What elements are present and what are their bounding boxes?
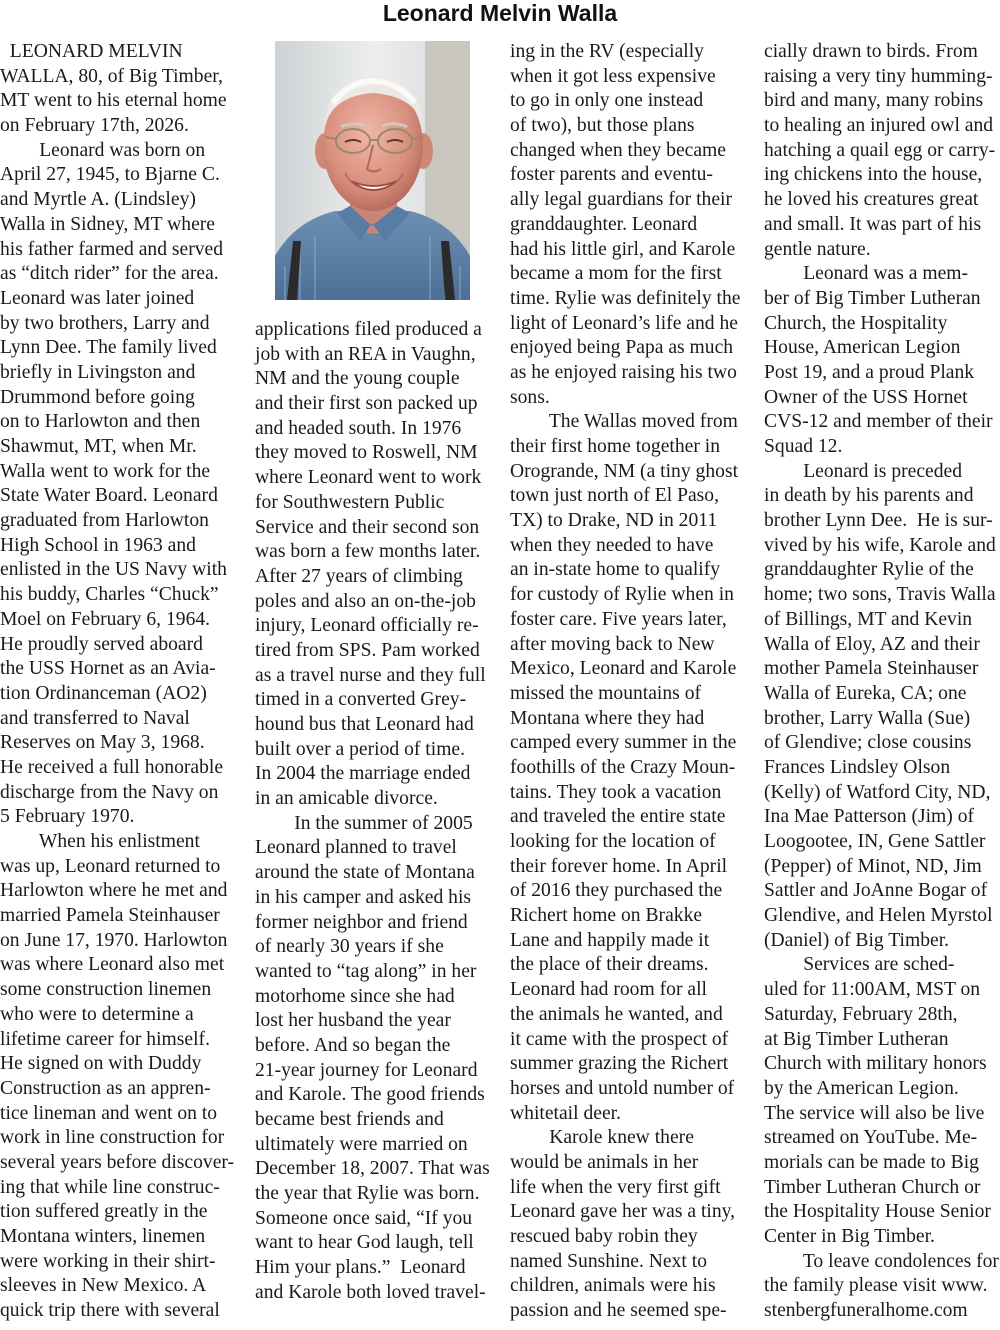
text-line: before. And so began the (255, 1034, 451, 1056)
text-line: after moving back to New (510, 633, 715, 655)
text-line: poles and also an on-the-job (255, 590, 476, 612)
text-line: Frances Lindsley Olson (764, 756, 951, 778)
text-line: would be animals in her (510, 1151, 699, 1173)
text-line: ber of Big Timber Lutheran (764, 287, 981, 309)
text-line: rescued baby robin they (510, 1226, 698, 1247)
text-line: vived by his wife, Karole and (764, 534, 996, 556)
portrait-image (275, 41, 470, 300)
text-line: they moved to Roswell, NM (255, 442, 478, 464)
text-line: he loved his creatures great (764, 189, 979, 211)
text-line: Moel on February 6, 1964. (0, 608, 211, 630)
text-line: Walla of Eloy, AZ and their (764, 633, 980, 655)
text-line: of Glendive; close cousins (764, 732, 972, 754)
text-line: on to Harlowton and then (0, 411, 201, 433)
text-line: gentle nature. (764, 238, 871, 260)
text-line: when it got less expensive (510, 65, 716, 87)
text-line: on June 17, 1970. Harlowton (0, 929, 228, 951)
text-line: and Karole. The good friends (255, 1084, 485, 1106)
text-line: High School in 1963 and (0, 534, 196, 556)
text-line: Leonard was a mem- (764, 263, 969, 285)
text-line: Shawmut, MT, when Mr. (0, 436, 197, 457)
text-line: and headed south. In 1976 (255, 417, 462, 439)
text-line: sleeves in New Mexico. A (0, 1275, 207, 1297)
text-line: tains. They took a vacation (510, 781, 722, 803)
text-line: morials can be made to Big (764, 1151, 979, 1173)
text-line: as he enjoyed raising his two (510, 361, 737, 383)
text-line: married Pamela Steinhauser (0, 905, 220, 927)
text-line: tice lineman and went on to (0, 1102, 218, 1124)
text-column-4 (764, 40, 1000, 1324)
text-line: He signed on with Duddy (0, 1053, 202, 1075)
text-line: (Daniel) of Big Timber. (764, 929, 950, 951)
text-line: December 18, 2007. That was (255, 1158, 490, 1180)
text-line: tired from SPS. Pam worked (255, 639, 480, 661)
text-line: In the summer of 2005 (255, 812, 473, 834)
text-line: and Myrtle A. (Lindsley) (0, 189, 196, 211)
text-line: Harlowton where he met and (0, 880, 228, 902)
text-line: Construction as an appren- (0, 1077, 211, 1099)
text-line: the place of their dreams. (510, 954, 709, 976)
text-line: Reserves on May 3, 1968. (0, 732, 205, 754)
obituary-title: Leonard Melvin Walla (382, 0, 618, 26)
text-line: tion suffered greatly in the (0, 1201, 208, 1223)
text-line: in an amicable divorce. (255, 788, 438, 810)
text-line: to healing an injured owl and (764, 115, 994, 137)
text-line: named Sunshine. Next to (510, 1250, 707, 1272)
text-line: Lynn Dee. The family lived (0, 337, 217, 359)
text-line: Squad 12. (764, 436, 843, 457)
text-line: and small. It was part of his (764, 213, 982, 235)
text-line: Him your plans.” Leonard (255, 1257, 466, 1279)
text-line: Service and their second son (255, 516, 480, 538)
text-line: WALLA, 80, of Big Timber, (0, 65, 223, 87)
text-line: an in-state home to qualify (510, 559, 721, 581)
text-line: brother, Larry Walla (Sue) (764, 707, 971, 729)
text-column-2 (255, 318, 493, 1306)
text-line: his buddy, Charles “Chuck” (0, 584, 219, 606)
text-line: (Kelly) of Watford City, ND, (764, 781, 991, 803)
text-line: streamed on YouTube. Me- (764, 1127, 978, 1149)
text-line: April 27, 1945, to Bjarne C. (0, 164, 220, 186)
text-line: Walla went to work for the (0, 460, 211, 482)
text-line: State Water Board. Leonard (0, 485, 218, 507)
text-line: Timber Lutheran Church or (764, 1176, 981, 1198)
text-line: as “ditch rider” for the area. (0, 263, 219, 285)
text-line: built over a period of time. (255, 738, 466, 760)
text-line: want to hear God laugh, tell (255, 1232, 474, 1254)
text-line: He proudly served aboard (0, 633, 203, 655)
text-line: hatching a quail egg or carry- (764, 139, 996, 161)
text-line: the family please visit www. (764, 1275, 988, 1297)
text-line: their forever home. In April (510, 855, 728, 877)
text-line: to go in only one instead (510, 90, 704, 112)
text-line: when they needed to have (510, 534, 714, 556)
text-line: granddaughter. Leonard (510, 213, 698, 235)
text-line: foothills of the Crazy Moun- (510, 756, 736, 778)
text-line: on February 17th, 2026. (0, 115, 189, 137)
text-line: enlisted in the US Navy with (0, 559, 227, 581)
text-line: and traveled the entire state (510, 806, 726, 828)
text-line: sons. (510, 386, 550, 408)
text-line: stenbergfuneralhome.com (764, 1300, 968, 1322)
text-line: foster care. Five years later, (510, 608, 727, 630)
text-line: of two), but those plans (510, 115, 695, 137)
text-line: were working in their shirt- (0, 1250, 216, 1272)
text-line: became best friends and (255, 1109, 444, 1130)
text-line: looking for the location of (510, 831, 716, 852)
text-line: LEONARD MELVIN (0, 41, 183, 62)
text-line: lost her husband the year (255, 1010, 451, 1032)
text-line: mother Pamela Steinhauser (764, 658, 979, 680)
text-line: and Karole both loved travel- (255, 1281, 486, 1303)
text-line: job with an REA in Vaughn, (255, 343, 476, 365)
text-line: Karole knew there (510, 1127, 694, 1149)
text-line: In 2004 the marriage ended (255, 763, 471, 785)
text-line: Leonard is preceded (764, 460, 963, 482)
text-line: enjoyed being Papa as much (510, 337, 734, 359)
text-line: CVS-12 and member of their (764, 411, 993, 433)
text-line: Owner of the USS Hornet (764, 386, 968, 408)
text-line: TX) to Drake, ND in 2011 (510, 510, 718, 532)
text-line: Services are sched- (764, 954, 955, 976)
text-line: Leonard was later joined (0, 287, 195, 309)
text-line: of nearly 30 years if she (255, 936, 444, 958)
text-line: lifetime career for himself. (0, 1028, 210, 1050)
text-line: home; two sons, Travis Walla (764, 584, 996, 606)
text-line: passion and he seemed spe- (510, 1300, 727, 1322)
text-line: 5 February 1970. (0, 806, 135, 828)
text-line: and transferred to Naval (0, 707, 190, 729)
text-line: Drummond before going (0, 386, 195, 408)
text-line: ing that while line construc- (0, 1176, 220, 1198)
text-line: Leonard planned to travel (255, 837, 457, 859)
text-line: The service will also be live (764, 1102, 985, 1124)
text-line: discharge from the Navy on (0, 781, 219, 803)
text-line: summer grazing the Richert (510, 1053, 729, 1075)
text-line: 21-year journey for Leonard (255, 1059, 478, 1081)
text-line: After 27 years of climbing (255, 565, 463, 587)
text-line: Orogrande, NM (a tiny ghost (510, 460, 739, 482)
text-line: Church with military honors (764, 1053, 987, 1075)
text-line: some construction linemen (0, 979, 212, 1001)
text-line: motorhome since she had (255, 985, 455, 1007)
text-line: Saturday, February 28th, (764, 1003, 958, 1025)
text-line: Glendive, and Helen Myrstol (764, 905, 993, 927)
text-line: several years before discover- (0, 1151, 235, 1173)
text-line: time. Rylie was definitely the (510, 287, 741, 309)
text-line: Mexico, Leonard and Karole (510, 658, 737, 680)
text-line: of 2016 they purchased the (510, 880, 723, 902)
text-line: of Billings, MT and Kevin (764, 608, 973, 630)
text-line: Leonard gave her was a tiny, (510, 1201, 736, 1223)
text-line: children, animals were his (510, 1275, 716, 1297)
text-line: wanted to “tag along” in her (255, 960, 477, 982)
text-line: was up, Leonard returned to (0, 855, 221, 877)
text-line: bird and many, many robins (764, 90, 984, 112)
text-column-3 (510, 40, 748, 1324)
text-line: it came with the prospect of (510, 1028, 729, 1050)
text-line: applications filed produced a (255, 319, 482, 340)
text-line: uled for 11:00AM, MST on (764, 979, 981, 1001)
text-line: When his enlistment (0, 831, 200, 852)
text-line: briefly in Livingston and (0, 361, 196, 383)
text-line: Sattler and JoAnne Bogar of (764, 880, 988, 902)
text-line: cially drawn to birds. From (764, 41, 978, 62)
text-line: Richert home on Brakke (510, 905, 703, 927)
text-line: He received a full honorable (0, 756, 224, 778)
text-line: as a travel nurse and they full (255, 664, 486, 686)
text-line: in death by his parents and (764, 485, 974, 507)
text-line: the animals he wanted, and (510, 1003, 723, 1025)
text-line: the Hospitality House Senior (764, 1201, 991, 1223)
text-line: changed when they became (510, 139, 726, 161)
text-line: Montana winters, linemen (0, 1226, 206, 1247)
text-line: was born a few months later. (255, 541, 481, 563)
text-line: MT went to his eternal home (0, 90, 227, 112)
text-line: whitetail deer. (510, 1102, 621, 1124)
text-line: had his little girl, and Karole (510, 238, 736, 260)
text-line: the USS Hornet as an Avia- (0, 658, 216, 680)
text-line: hound bus that Leonard had (255, 714, 474, 735)
text-line: for custody of Rylie when in (510, 584, 734, 606)
text-line: missed the mountains of (510, 682, 702, 704)
text-line: Leonard was born on (0, 139, 206, 161)
text-line: Post 19, and a proud Plank (764, 361, 975, 383)
text-line: timed in a converted Grey- (255, 689, 467, 711)
text-line: foster parents and eventu- (510, 164, 713, 186)
text-line: injury, Leonard officially re- (255, 615, 479, 637)
text-line: by the American Legion. (764, 1077, 959, 1099)
text-line: around the state of Montana (255, 862, 475, 884)
text-line: granddaughter Rylie of the (764, 559, 974, 581)
text-line: To leave condolences for (764, 1250, 999, 1272)
text-line: life when the very first gift (510, 1176, 721, 1198)
text-line: in his camper and asked his (255, 886, 472, 908)
text-line: who were to determine a (0, 1003, 194, 1025)
text-line: light of Leonard’s life and he (510, 312, 738, 334)
text-line: raising a very tiny humming- (764, 65, 993, 87)
text-line: was where Leonard also met (0, 954, 225, 976)
text-line: Church, the Hospitality (764, 312, 948, 334)
text-line: House, American Legion (764, 337, 961, 359)
text-line: Walla in Sidney, MT where (0, 213, 215, 235)
text-line: Center in Big Timber. (764, 1226, 935, 1247)
text-line: Lane and happily made it (510, 929, 710, 951)
text-line: where Leonard went to work (255, 467, 482, 489)
text-line: (Pepper) of Minot, ND, Jim (764, 855, 982, 877)
text-line: for Southwestern Public (255, 491, 445, 513)
text-line: Loogootee, IN, Gene Sattler (764, 831, 986, 852)
text-line: ing chickens into the house, (764, 164, 983, 186)
text-line: work in line construction for (0, 1127, 225, 1149)
text-line: ultimately were married on (255, 1133, 468, 1155)
text-line: Walla of Eureka, CA; one (764, 682, 967, 704)
text-line: town just north of El Paso, (510, 485, 719, 507)
text-line: became a mom for the first (510, 263, 722, 285)
text-line: ally legal guardians for their (510, 189, 732, 211)
text-line: tion Ordinanceman (AO2) (0, 682, 207, 704)
text-line: ing in the RV (especially (510, 41, 704, 62)
portrait-photo (275, 41, 470, 300)
text-line: quick trip there with several (0, 1300, 220, 1322)
text-column-1 (0, 40, 238, 1324)
text-line: graduated from Harlowton (0, 510, 209, 532)
text-line: Someone once said, “If you (255, 1207, 473, 1229)
text-line: The Wallas moved from (510, 411, 738, 433)
text-line: camped every summer in the (510, 732, 737, 754)
text-line: horses and untold number of (510, 1077, 735, 1099)
text-line: Leonard had room for all (510, 979, 707, 1001)
text-line: the year that Rylie was born. (255, 1183, 480, 1205)
text-line: their first home together in (510, 436, 721, 457)
text-line: brother Lynn Dee. He is sur- (764, 510, 993, 532)
text-line: NM and the young couple (255, 368, 460, 390)
text-line: Montana where they had (510, 707, 705, 729)
text-line: at Big Timber Lutheran (764, 1028, 949, 1050)
text-line: former neighbor and friend (255, 911, 468, 933)
text-line: Ina Mae Patterson (Jim) of (764, 806, 975, 828)
text-line: his father farmed and served (0, 238, 224, 260)
text-line: by two brothers, Larry and (0, 312, 210, 334)
text-line: and their first son packed up (255, 393, 478, 415)
